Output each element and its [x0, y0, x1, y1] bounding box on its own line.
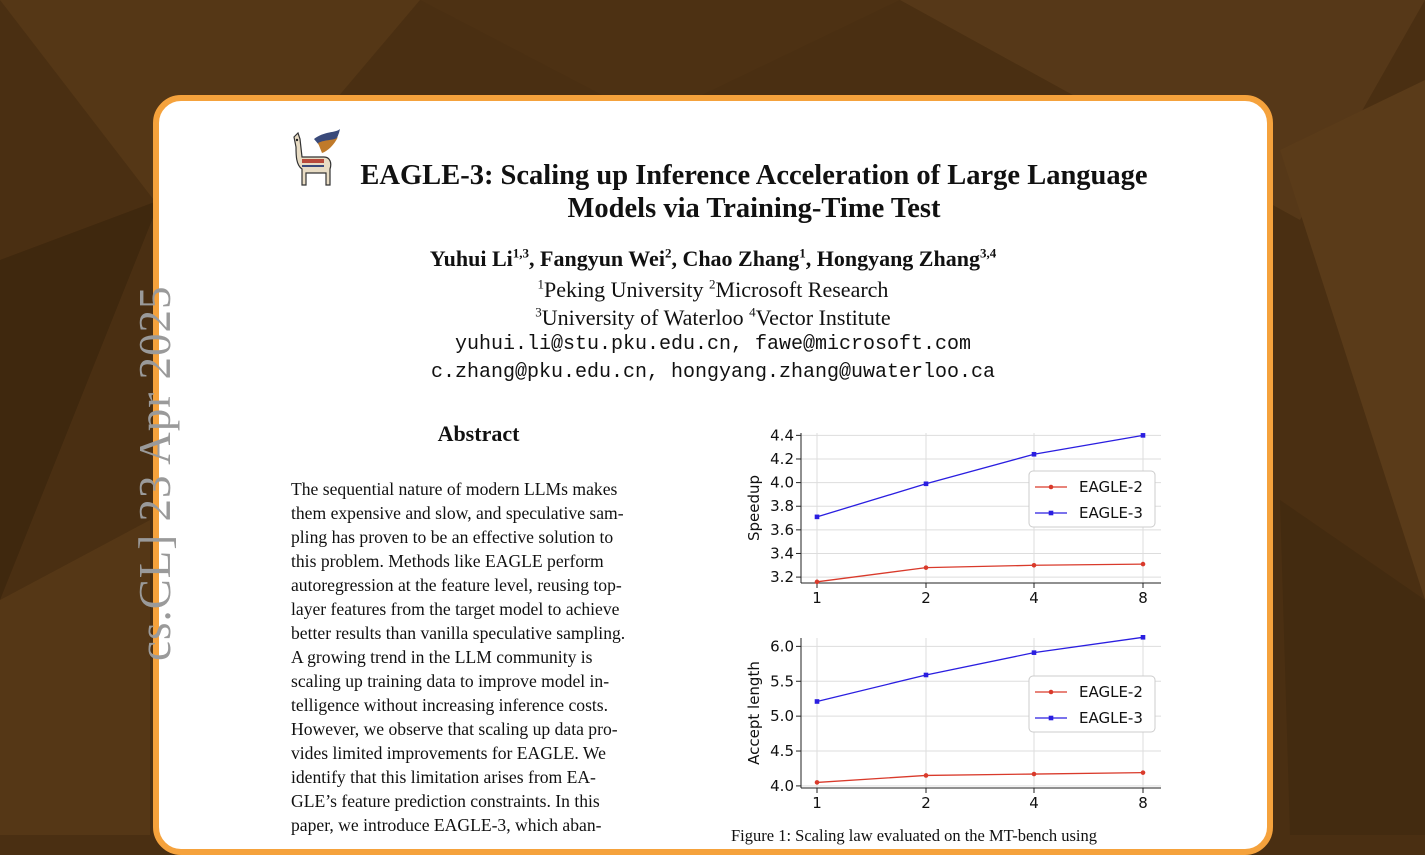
legend-marker	[1049, 511, 1054, 516]
abstract-line: A growing trend in the LLM community is	[291, 647, 593, 667]
author: Yuhui Li$^{1,3}$	[429, 245, 530, 271]
emails-line-1: yuhui.li@stu.pku.edu.cn, fawe@microsoft.com	[454, 333, 972, 356]
data-point	[815, 580, 820, 585]
legend-marker	[1049, 485, 1054, 490]
data-point	[1032, 563, 1037, 568]
y-tick-label: 3.4	[770, 544, 794, 563]
legend-label: EAGLE-3	[1079, 709, 1143, 727]
paper-card	[130, 95, 1273, 855]
legend-label: EAGLE-2	[1079, 478, 1143, 496]
author: Fangyun Wei$^2$	[540, 245, 672, 271]
title-line-2: Models via Training-Time Test	[567, 193, 941, 224]
data-point	[924, 673, 929, 678]
figure-caption: Figure 1: Scaling law evaluated on the MT-bench using	[731, 826, 1097, 845]
y-tick-label: 4.2	[770, 449, 794, 468]
speedup-chart	[739, 423, 1169, 613]
paper-title	[339, 159, 1169, 225]
data-point	[815, 515, 820, 520]
data-point	[924, 481, 929, 486]
abstract-line: autoregression at the feature level, reusing top-	[291, 575, 622, 595]
y-tick-label: 6.0	[770, 637, 794, 656]
x-tick-label: 4	[1029, 794, 1039, 812]
abstract-line: pling has proven to be an effective solution to	[291, 527, 614, 547]
y-tick-label: 3.8	[770, 497, 794, 516]
chart-legend	[1029, 471, 1155, 527]
legend-label: EAGLE-3	[1079, 504, 1143, 522]
accept-length-chart	[739, 628, 1169, 818]
abstract-heading: Abstract	[437, 421, 520, 446]
series-line-eagle-2	[817, 773, 1143, 783]
y-tick-label: 4.4	[770, 426, 794, 445]
x-tick-label: 8	[1138, 589, 1148, 607]
y-tick-label: 4.0	[770, 776, 794, 795]
data-point	[1032, 772, 1037, 777]
title-line-1: EAGLE-3: Scaling up Inference Acceleration of Large Language	[360, 160, 1148, 191]
emails-line-2: c.zhang@pku.edu.cn, hongyang.zhang@uwaterloo.ca	[430, 361, 996, 384]
x-tick-label: 8	[1138, 794, 1148, 812]
affiliations-line-2: $^3$University of Waterloo $^4$Vector Institute	[535, 304, 891, 330]
abstract-line: vides limited improvements for EAGLE. We	[291, 743, 606, 763]
y-tick-label: 3.6	[770, 520, 794, 539]
y-tick-label: 4.5	[770, 742, 794, 761]
x-tick-label: 2	[921, 794, 931, 812]
y-axis-label: Accept length	[745, 661, 763, 765]
x-tick-label: 1	[812, 589, 822, 607]
y-axis-label: Speedup	[745, 474, 763, 542]
abstract-line: them expensive and slow, and speculative sam-	[291, 503, 624, 523]
data-point	[1032, 650, 1037, 655]
author: Hongyang Zhang$^{3,4}$	[816, 245, 997, 271]
data-point	[1032, 452, 1037, 457]
y-tick-label: 5.5	[770, 672, 794, 691]
abstract-line: paper, we introduce EAGLE-3, which aban-	[291, 815, 602, 835]
abstract-line: identify that this limitation arises from EA-	[291, 767, 596, 787]
data-point	[924, 773, 929, 778]
abstract-line: However, we observe that scaling up data pro-	[291, 719, 618, 739]
legend-marker	[1049, 716, 1054, 721]
author-list: Yuhui Li$^{1,3}$, Fangyun Wei$^2$, Chao Zhang$^1$, Hongyang Zhang$^{3,4}$	[429, 245, 997, 271]
legend-marker	[1049, 690, 1054, 695]
series-line-eagle-2	[817, 564, 1143, 582]
data-point	[924, 565, 929, 570]
chart-legend	[1029, 676, 1155, 732]
abstract-line: scaling up training data to improve model in-	[291, 671, 610, 691]
data-point	[815, 780, 820, 785]
abstract-line: telligence without increasing inference costs.	[291, 695, 609, 715]
x-tick-label: 1	[812, 794, 822, 812]
abstract-line: GLE’s feature prediction constraints. In this	[291, 791, 600, 811]
data-point	[1141, 433, 1146, 438]
legend-label: EAGLE-2	[1079, 683, 1143, 701]
y-tick-label: 4.0	[770, 473, 794, 492]
llama-wing-logo-icon	[284, 129, 344, 191]
abstract-body	[291, 477, 665, 837]
y-tick-label: 5.0	[770, 707, 794, 726]
arxiv-stamp: cs.CL] 23 Apr 2025	[130, 285, 180, 661]
x-tick-label: 4	[1029, 589, 1039, 607]
data-point	[1141, 635, 1146, 640]
abstract-line: layer features from the target model to achieve	[291, 599, 620, 619]
data-point	[1141, 770, 1146, 775]
y-tick-label: 3.2	[770, 568, 794, 587]
abstract-line: better results than vanilla speculative sampling.	[291, 623, 626, 643]
x-tick-label: 2	[921, 589, 931, 607]
abstract-line: The sequential nature of modern LLMs makes	[291, 479, 618, 499]
author: Chao Zhang$^1$	[682, 245, 806, 271]
affiliations-line-1: $^1$Peking University $^2$Microsoft Research	[537, 276, 889, 302]
data-point	[1141, 562, 1146, 567]
data-point	[815, 699, 820, 704]
abstract-line: this problem. Methods like EAGLE perform	[291, 551, 604, 571]
